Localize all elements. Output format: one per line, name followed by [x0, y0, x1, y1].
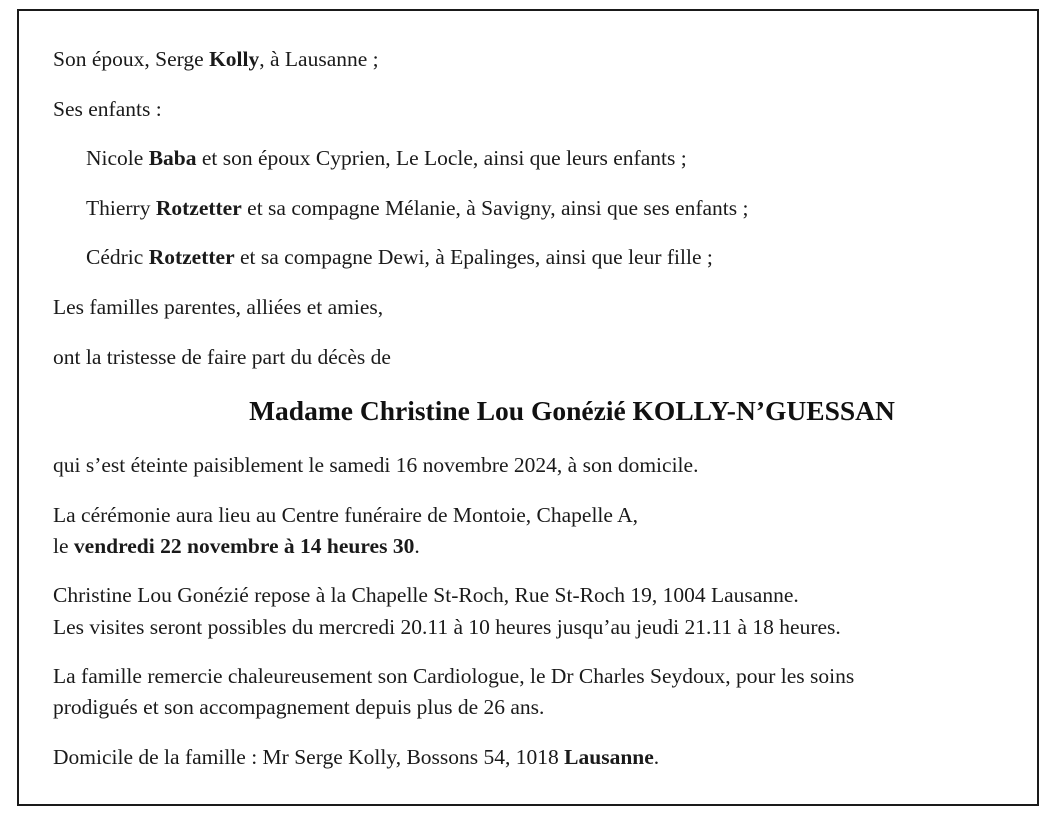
child-first-name: Nicole — [86, 146, 149, 170]
spouse-pre: Son époux, Serge — [53, 47, 210, 71]
ceremony-pre: le — [53, 534, 74, 558]
spouse-line — [53, 46, 379, 72]
child-line-1 — [86, 145, 687, 171]
domicile-post: . — [653, 745, 660, 769]
ceremony-post: . — [414, 534, 420, 558]
spouse-surname: Kolly — [209, 47, 260, 71]
child-surname: Rotzetter — [148, 245, 235, 269]
spouse-post: , à Lausanne ; — [259, 47, 379, 71]
thanks-line-2: prodigués et son accompagnement depuis plus de 26 ans. — [53, 695, 545, 719]
child-line-3 — [86, 244, 713, 270]
deceased-name: Madame Christine Lou Gonézié KOLLY-N’GUESSAN — [249, 395, 895, 426]
visits-line-2: Les visites seront possibles du mercredi 20.11 à 10 heures jusqu’au jeudi 21.11 à 18 heures. — [53, 615, 841, 639]
child-line-2 — [86, 195, 748, 221]
domicile-city: Lausanne — [564, 745, 654, 769]
child-first-name: Cédric — [86, 245, 149, 269]
child-surname: Baba — [148, 146, 197, 170]
child-details: et sa compagne Mélanie, à Savigny, ainsi que ses enfants ; — [241, 196, 749, 220]
death-line: qui s’est éteinte paisiblement le samedi 16 novembre 2024, à son domicile. — [53, 453, 699, 477]
child-first-name: Thierry — [86, 196, 156, 220]
ceremony-line-2 — [53, 533, 420, 559]
thanks-line-1: La famille remercie chaleureusement son Cardiologue, le Dr Charles Seydoux, pour les soins — [53, 664, 855, 688]
announcement-line: ont la tristesse de faire part du décès de — [53, 345, 391, 369]
child-surname: Rotzetter — [155, 196, 242, 220]
domicile-line — [53, 744, 659, 770]
child-details: et sa compagne Dewi, à Epalinges, ainsi que leur fille ; — [234, 245, 713, 269]
ceremony-line-1: La cérémonie aura lieu au Centre funéraire de Montoie, Chapelle A, — [53, 503, 639, 527]
children-heading: Ses enfants : — [53, 97, 162, 121]
domicile-pre: Domicile de la famille : Mr Serge Kolly, Bossons 54, 1018 — [53, 745, 565, 769]
relatives-line: Les familles parentes, alliées et amies, — [53, 295, 384, 319]
visits-line-1: Christine Lou Gonézié repose à la Chapelle St-Roch, Rue St-Roch 19, 1004 Lausanne. — [53, 583, 799, 607]
ceremony-datetime: vendredi 22 novembre à 14 heures 30 — [73, 534, 415, 558]
child-details: et son époux Cyprien, Le Locle, ainsi que leurs enfants ; — [196, 146, 687, 170]
